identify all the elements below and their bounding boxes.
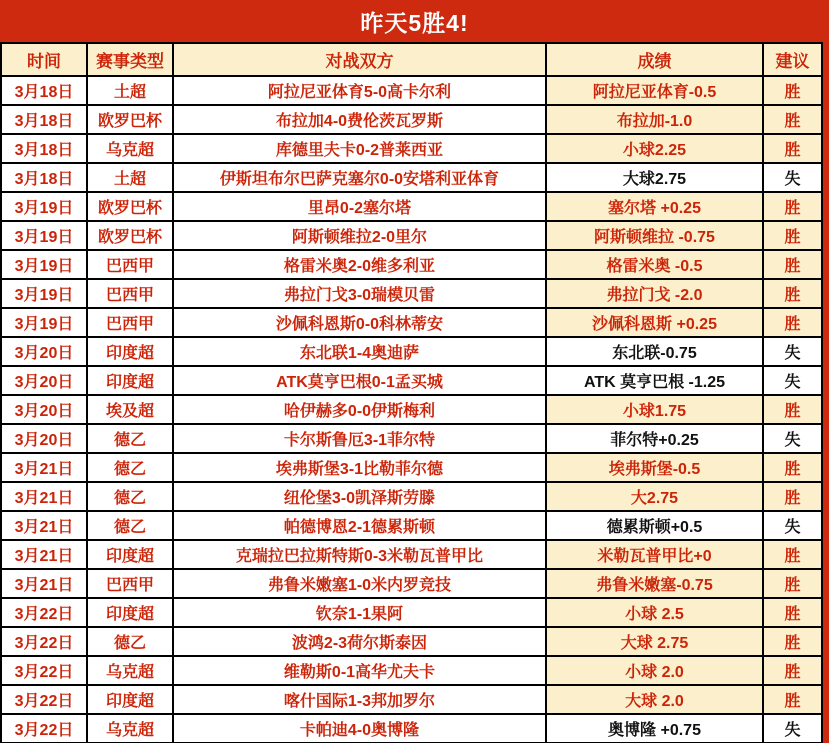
table-row	[1, 337, 822, 366]
verdict-badge: 胜	[763, 540, 822, 569]
table-row	[1, 627, 822, 656]
match-teams-score: 弗拉门戈3-0瑞模贝雷	[173, 279, 546, 308]
match-teams-score: 卡尔斯鲁厄3-1菲尔特	[173, 424, 546, 453]
match-teams-score: 卡帕迪4-0奥博隆	[173, 714, 546, 743]
verdict-badge: 胜	[763, 395, 822, 424]
match-league: 印度超	[87, 598, 173, 627]
match-teams-score: 阿拉尼亚体育5-0高卡尔利	[173, 76, 546, 105]
match-date: 3月18日	[1, 76, 87, 105]
table-row	[1, 163, 822, 192]
verdict-badge: 失	[763, 511, 822, 540]
pick-result: 米勒瓦普甲比+0	[546, 540, 763, 569]
match-league: 乌克超	[87, 656, 173, 685]
match-league: 巴西甲	[87, 569, 173, 598]
match-date: 3月20日	[1, 395, 87, 424]
verdict-badge: 胜	[763, 221, 822, 250]
match-league: 乌克超	[87, 134, 173, 163]
match-league: 德乙	[87, 453, 173, 482]
table-row	[1, 105, 822, 134]
match-date: 3月22日	[1, 714, 87, 743]
table-row	[1, 569, 822, 598]
column-header-time: 时间	[1, 43, 87, 76]
match-teams-score: 沙佩科恩斯0-0科林蒂安	[173, 308, 546, 337]
match-league: 印度超	[87, 366, 173, 395]
results-table	[0, 42, 823, 743]
match-teams-score: 波鸿2-3荷尔斯泰因	[173, 627, 546, 656]
column-header-league: 赛事类型	[87, 43, 173, 76]
verdict-badge: 胜	[763, 685, 822, 714]
match-league: 乌克超	[87, 714, 173, 743]
match-teams-score: 维勒斯0-1高华尤夫卡	[173, 656, 546, 685]
verdict-badge: 胜	[763, 598, 822, 627]
match-league: 德乙	[87, 482, 173, 511]
table-row	[1, 511, 822, 540]
pick-result: 格雷米奥 -0.5	[546, 250, 763, 279]
pick-result: 大球 2.75	[546, 627, 763, 656]
table-body	[1, 76, 822, 743]
match-league: 印度超	[87, 685, 173, 714]
verdict-badge: 胜	[763, 453, 822, 482]
table-row	[1, 714, 822, 743]
column-header-result: 成绩	[546, 43, 763, 76]
match-league: 欧罗巴杯	[87, 221, 173, 250]
table-row	[1, 656, 822, 685]
match-date: 3月19日	[1, 221, 87, 250]
verdict-badge: 胜	[763, 482, 822, 511]
match-date: 3月18日	[1, 105, 87, 134]
match-date: 3月22日	[1, 656, 87, 685]
verdict-badge: 胜	[763, 250, 822, 279]
table-row	[1, 76, 822, 105]
table-header	[1, 43, 822, 76]
match-date: 3月22日	[1, 685, 87, 714]
match-date: 3月22日	[1, 598, 87, 627]
pick-result: 阿斯顿维拉 -0.75	[546, 221, 763, 250]
match-date: 3月22日	[1, 627, 87, 656]
match-date: 3月18日	[1, 163, 87, 192]
match-date: 3月21日	[1, 511, 87, 540]
verdict-badge: 胜	[763, 105, 822, 134]
table-row	[1, 134, 822, 163]
verdict-badge: 失	[763, 714, 822, 743]
match-date: 3月18日	[1, 134, 87, 163]
table-row	[1, 685, 822, 714]
verdict-badge: 胜	[763, 656, 822, 685]
pick-result: 大2.75	[546, 482, 763, 511]
pick-result: 小球 2.0	[546, 656, 763, 685]
table-row	[1, 482, 822, 511]
pick-result: 东北联-0.75	[546, 337, 763, 366]
pick-result: 小球2.25	[546, 134, 763, 163]
verdict-badge: 失	[763, 337, 822, 366]
pick-result: 菲尔特+0.25	[546, 424, 763, 453]
match-league: 土超	[87, 163, 173, 192]
verdict-badge: 失	[763, 366, 822, 395]
pick-result: 奥博隆 +0.75	[546, 714, 763, 743]
verdict-badge: 胜	[763, 627, 822, 656]
match-league: 德乙	[87, 627, 173, 656]
table-row	[1, 192, 822, 221]
match-teams-score: 帕德博恩2-1德累斯顿	[173, 511, 546, 540]
match-date: 3月19日	[1, 308, 87, 337]
pick-result: 沙佩科恩斯 +0.25	[546, 308, 763, 337]
pick-result: 小球1.75	[546, 395, 763, 424]
match-date: 3月21日	[1, 569, 87, 598]
match-teams-score: ATK莫亨巴根0-1孟买城	[173, 366, 546, 395]
match-teams-score: 哈伊赫多0-0伊斯梅利	[173, 395, 546, 424]
match-league: 印度超	[87, 337, 173, 366]
match-teams-score: 喀什国际1-3邦加罗尔	[173, 685, 546, 714]
match-teams-score: 阿斯顿维拉2-0里尔	[173, 221, 546, 250]
match-teams-score: 钦奈1-1果阿	[173, 598, 546, 627]
pick-result: 德累斯顿+0.5	[546, 511, 763, 540]
pick-result: 大球 2.0	[546, 685, 763, 714]
match-date: 3月19日	[1, 279, 87, 308]
pick-result: 塞尔塔 +0.25	[546, 192, 763, 221]
pick-result: 小球 2.5	[546, 598, 763, 627]
verdict-badge: 胜	[763, 279, 822, 308]
pick-result: 阿拉尼亚体育-0.5	[546, 76, 763, 105]
match-date: 3月19日	[1, 192, 87, 221]
table-row	[1, 366, 822, 395]
match-teams-score: 克瑞拉巴拉斯特斯0-3米勒瓦普甲比	[173, 540, 546, 569]
pick-result: 弗拉门戈 -2.0	[546, 279, 763, 308]
verdict-badge: 胜	[763, 569, 822, 598]
verdict-badge: 胜	[763, 134, 822, 163]
match-league: 欧罗巴杯	[87, 105, 173, 134]
column-header-match: 对战双方	[173, 43, 546, 76]
match-date: 3月21日	[1, 540, 87, 569]
match-teams-score: 纽伦堡3-0凯泽斯劳滕	[173, 482, 546, 511]
column-header-verdict: 建议	[763, 43, 822, 76]
match-date: 3月21日	[1, 482, 87, 511]
match-league: 德乙	[87, 511, 173, 540]
match-date: 3月20日	[1, 366, 87, 395]
match-teams-score: 埃弗斯堡3-1比勒菲尔德	[173, 453, 546, 482]
table-row	[1, 540, 822, 569]
match-date: 3月20日	[1, 424, 87, 453]
match-date: 3月21日	[1, 453, 87, 482]
match-league: 欧罗巴杯	[87, 192, 173, 221]
match-teams-score: 库德里夫卡0-2普莱西亚	[173, 134, 546, 163]
banner-title: 昨天5胜4!	[0, 0, 829, 42]
verdict-badge: 胜	[763, 308, 822, 337]
pick-result: 弗鲁米嫩塞-0.75	[546, 569, 763, 598]
match-date: 3月19日	[1, 250, 87, 279]
match-teams-score: 里昂0-2塞尔塔	[173, 192, 546, 221]
verdict-badge: 失	[763, 424, 822, 453]
table-row	[1, 279, 822, 308]
match-league: 埃及超	[87, 395, 173, 424]
table-row	[1, 395, 822, 424]
table-row	[1, 598, 822, 627]
table-row	[1, 453, 822, 482]
match-teams-score: 伊斯坦布尔巴萨克塞尔0-0安塔利亚体育	[173, 163, 546, 192]
match-teams-score: 布拉加4-0费伦茨瓦罗斯	[173, 105, 546, 134]
pick-result: ATK 莫亨巴根 -1.25	[546, 366, 763, 395]
match-league: 巴西甲	[87, 250, 173, 279]
table-row	[1, 424, 822, 453]
match-date: 3月20日	[1, 337, 87, 366]
pick-result: 布拉加-1.0	[546, 105, 763, 134]
match-teams-score: 东北联1-4奥迪萨	[173, 337, 546, 366]
verdict-badge: 胜	[763, 76, 822, 105]
match-league: 巴西甲	[87, 279, 173, 308]
match-teams-score: 弗鲁米嫩塞1-0米内罗竞技	[173, 569, 546, 598]
table-row	[1, 250, 822, 279]
pick-result: 埃弗斯堡-0.5	[546, 453, 763, 482]
match-league: 土超	[87, 76, 173, 105]
table-row	[1, 221, 822, 250]
match-league: 印度超	[87, 540, 173, 569]
verdict-badge: 胜	[763, 192, 822, 221]
table-row	[1, 308, 822, 337]
match-teams-score: 格雷米奥2-0维多利亚	[173, 250, 546, 279]
pick-result: 大球2.75	[546, 163, 763, 192]
verdict-badge: 失	[763, 163, 822, 192]
match-league: 德乙	[87, 424, 173, 453]
match-league: 巴西甲	[87, 308, 173, 337]
